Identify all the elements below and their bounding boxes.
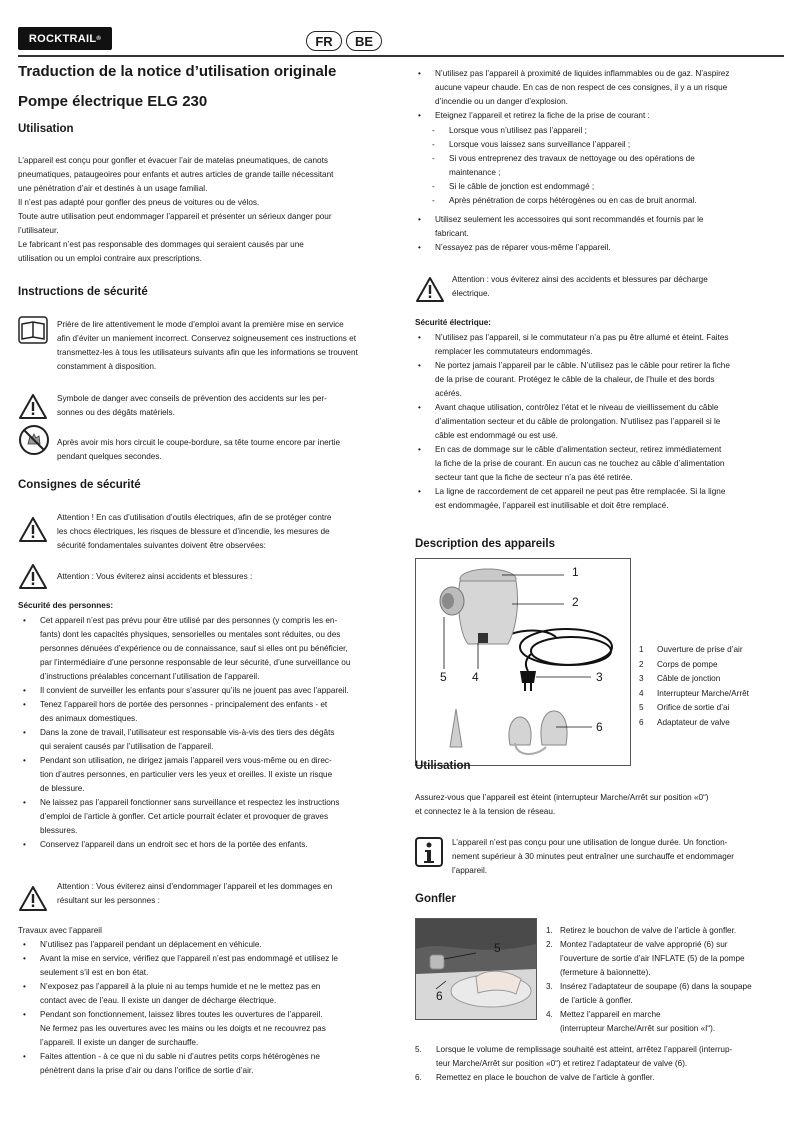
part-number: 4 [639,688,644,698]
work-item [23,980,395,1008]
part-label: Interrupteur Marche/Arrêt [657,688,749,698]
bullet-marker: • [23,616,26,625]
work-list [23,938,395,1078]
step-line: Mettez l’appareil en marche [560,1010,661,1019]
heading-safety-instructions: Instructions de sécurité [18,286,148,298]
bullet-marker: • [418,445,421,454]
usage-text [18,154,398,266]
line-text: d’alimentation secteur et du câble de prolongation. N’utilisez pas l’appareil si le [435,417,721,426]
attention-line: sécurité fondamentales suivantes doivent être observées: [57,541,266,550]
step-line: Remettez en place le bouchon de valve de l’article à gonfler. [436,1073,655,1082]
header-rule [18,55,784,57]
attention-line: électrique. [452,289,490,298]
persons-item [23,614,395,684]
step-item [415,1071,790,1085]
bullet-marker: • [23,840,26,849]
bullet-marker: • [23,1010,26,1019]
line-text: la fiche de la prise de courant. En aucun cas ne touchez au câble d’alimentation [435,459,725,468]
attention-text-4 [452,273,782,301]
usage-line: Toute autre utilisation peut endommager l’appareil et présenter un sérieux danger pour [18,212,332,221]
persons-item [23,684,395,698]
line-text: N’utilisez pas l’appareil pendant un déplacement en véhicule. [40,940,262,949]
warning-icon [18,563,48,590]
line-text: Utilisez seulement les accessoires qui sont recommandés et fournis par le [435,215,704,224]
part-number: 5 [639,703,644,713]
step-number: 2. [546,940,553,949]
step-item [546,924,791,938]
usage2-line: Assurez-vous que l’appareil est éteint (interrupteur Marche/Arrêt sur position «0“) [415,793,709,802]
line-text: qui seraient causés par l’utilisation de l’appareil. [40,742,214,751]
line-text: Tenez l’appareil hors de portée des personnes - principalement des enfants - et [40,700,328,709]
line-text: secteur tant que la fiche de secteur n’a pas été retirée. [435,473,633,482]
usage-line: une pénétration d’air et destinés à un usage familial. [18,184,208,193]
bullet-item [418,67,785,109]
read-manual-line: Prière de lire attentivement le mode d’emploi avant la première mise en service [57,320,344,329]
heading-persons: Sécurité des personnes: [18,601,114,610]
bullet-marker: • [418,333,421,342]
product-title: Pompe électrique ELG 230 [18,93,208,110]
persons-item [23,698,395,726]
line-text: Dans la zone de travail, l’utilisateur est responsable vis-à-vis des tiers des dégâts [40,728,335,737]
line-text: N’essayez pas de réparer vous-même l’appareil. [435,243,611,252]
line-text: est endommagée, l’appareil est inutilisable et doit être remplacé. [435,501,669,510]
line-text: La ligne de raccordement de cet appareil ne peut pas être remplacée. Si la ligne [435,487,726,496]
heading-work: Travaux avec l’appareil [18,926,102,935]
line-text: Avant la mise en service, vérifiez que l’appareil n’est pas endommagé et utilisez le [40,954,338,963]
bullet-marker: • [418,487,421,496]
figure-label-3: 3 [596,670,603,684]
line-text: N’exposez pas l’appareil à la pluie ni au temps humide et ne le mettez pas en [40,982,321,991]
parts-list [639,643,789,731]
line-text: Si le câble de jonction est endommagé ; [449,182,595,191]
warning-icon [18,393,48,420]
part-label: Adaptateur de valve [657,717,730,727]
warning-icon [18,885,48,912]
line-text: Conservez l’appareil dans un endroit sec et hors de la portée des enfants. [40,840,308,849]
bullet-marker: - [432,140,435,149]
steps-list [546,924,791,1036]
line-text: Il convient de surveiller les enfants pour s’assurer qu’ils ne jouent pas avec l’appareil. [40,686,349,695]
bullet-item [418,241,785,255]
work-item [23,952,395,980]
part-number: 1 [639,645,644,654]
attention-line: les chocs électriques, les risques de blessure et d’incendie, les mesures de [57,527,330,536]
line-text: seulement s’il est en bon état. [40,968,149,977]
line-text: d’emploi de l’article à gonfler. Cet article pourrait éclater et provoquer de graves [40,812,329,821]
bullet-marker: - [432,154,435,163]
part-label: Câble de jonction [657,674,721,684]
lang-badge-be: BE [346,31,382,51]
persons-item [23,838,395,852]
step-line: teur Marche/Arrêt sur position «0“) et retirez l’adaptateur de valve (6). [436,1059,688,1068]
bullet-marker: • [23,982,26,991]
line-text: Ne laissez pas l’appareil fonctionner sans surveillance et respectez les instructions [40,798,340,807]
usage2-line: et connectez le à la tension de réseau. [415,807,556,816]
line-text: pénètrent dans la prise d’air ou dans l’orifice de sortie d’air. [40,1066,254,1075]
usage2-text [415,791,785,819]
info-line: L’appareil n’est pas conçu pour une utilisation de longue durée. Un fonction- [452,838,728,847]
bullet-marker: • [23,1052,26,1061]
bullet-marker: • [418,69,421,78]
step-item [415,1043,790,1071]
attention-line: résultant sur les personnes : [57,896,160,905]
heading-inflate: Gonfler [415,893,456,905]
line-text: Ne fermez pas les ouvertures avec les mains ou les doigts et ne recouvrez pas [40,1024,326,1033]
line-text: Lorsque vous laissez sans surveillance l’appareil ; [449,140,631,149]
figure-label-5: 5 [440,670,447,684]
attention-text-3 [57,880,387,908]
bullet-marker: • [23,798,26,807]
info-icon [415,837,443,867]
line-text: contact avec de l’eau. Il existe un danger de décharge électrique. [40,996,277,1005]
parts-item [639,643,789,658]
prohibition-icon [18,424,50,456]
line-text: aucune vapeur chaude. En cas de non respect de ces consignes, il y a un risque [435,83,728,92]
work-item [23,938,395,952]
bullet-marker: • [23,940,26,949]
dash-item [432,138,779,152]
read-manual-line: afin d’éviter un maniement incorrect. Conservez soigneusement ces instructions et [57,334,356,343]
bullet-marker: - [432,126,435,135]
persons-list [23,614,395,852]
part-label: Orifice de sortie d’ai [657,703,730,713]
info-line: nement supérieur à 30 minutes peut entraîner une surchauffe et endommager [452,852,735,861]
line-text: Faites attention - à ce que ni du sable ni d’autres petits corps hétérogènes ne [40,1052,320,1061]
figure-label-2: 2 [572,595,579,609]
step-line: Retirez le bouchon de valve de l’article à gonfler. [560,926,737,935]
heading-description: Description des appareils [415,538,555,550]
electrical-list [418,331,785,513]
line-text: Si vous entreprenez des travaux de nettoyage ou des opérations de [449,154,695,163]
more-bullets [418,213,785,255]
bullet-item [418,213,785,241]
steps-wide-list [415,1043,790,1085]
usage-line: Il n’est pas adapté pour gonfler des pneus de voitures ou de vélos. [18,198,260,207]
heading-usage: Utilisation [18,123,74,135]
attention-text-1 [57,511,387,553]
step-line: (fermeture à baïonnette). [560,968,651,977]
heading-electrical: Sécurité électrique: [415,318,491,327]
line-text: l’appareil. Il existe un danger de surchauffe. [40,1038,199,1047]
bullet-marker: • [23,728,26,737]
line-text: des animaux domestiques. [40,714,138,723]
bullet-marker: • [418,111,421,120]
work-item [23,1008,395,1050]
bullet-marker: • [23,700,26,709]
figure-label-4: 4 [472,670,479,684]
line-text: par l’intermédiaire d’une personne responsable de leur sécurité, d’une surveillance ou [40,658,351,667]
step-number: 5. [415,1045,422,1054]
read-manual-line: transmettez-les à tous les utilisateurs suivants afin que les informations se trouvent [57,348,358,357]
parts-item [639,701,789,716]
parts-item [639,672,789,687]
usage-line: L’appareil est conçu pour gonfler et évacuer l’air de matelas pneumatiques, de canots [18,156,328,165]
bullet-marker: • [23,756,26,765]
heading-consignes: Consignes de sécurité [18,479,141,491]
line-text: de la prise de courant. Protégez le câble de la chaleur, de l’huile et des bords [435,375,715,384]
persons-item [23,796,395,838]
line-text: Ne portez jamais l’appareil par le câble. N’utilisez pas le câble pour retirer la fiche [435,361,730,370]
danger-symbol-line: sonnes ou des dégâts matériels. [57,408,175,417]
info-line: l’appareil. [452,866,488,875]
pump-figure [415,558,631,766]
step-number: 4. [546,1010,553,1019]
line-text: de blessure. [40,784,85,793]
parts-item [639,687,789,702]
electrical-item [418,485,785,513]
bullet-marker: - [432,196,435,205]
line-text: fants) dont les capacités physiques, sensorielles ou mentales sont réduites, ou des [40,630,341,639]
heading-usage-2: Utilisation [415,760,471,772]
dash-item [432,124,779,138]
line-text: Pendant son utilisation, ne dirigez jamais l’appareil vers vous-même ou en direc- [40,756,332,765]
electrical-item [418,331,785,359]
dash-item [432,194,779,208]
part-label: Corps de pompe [657,659,718,669]
top-bullets [418,67,785,123]
part-number: 2 [639,659,644,669]
line-text: N’utilisez pas l’appareil à proximité de liquides inflammables ou de gaz. N’aspirez [435,69,730,78]
attention-line: Attention : vous éviterez ainsi des accidents et blessures par décharge [452,275,708,284]
brand-logo: ROCKTRAIL ® [18,27,112,50]
step-number: 1. [546,926,553,935]
figure-label-1: 1 [572,565,579,579]
read-manual-text [57,318,387,374]
step-line: de l’article à gonfler. [560,996,633,1005]
step-item [546,938,791,980]
step-number: 3. [546,982,553,991]
read-manual-icon [18,316,48,344]
persons-item [23,726,395,754]
bullet-marker: • [23,954,26,963]
step-line: Lorsque le volume de remplissage souhaité est atteint, arrêtez l’appareil (interrup- [436,1045,733,1054]
danger-symbol-line: Symbole de danger avec conseils de prévention des accidents sur les per- [57,394,327,403]
bullet-marker: - [432,182,435,191]
line-text: d’incendie ou un danger d’explosion. [435,97,568,106]
usage-line: Le fabricant n’est pas responsable des dommages qui seraient causés par une [18,240,304,249]
usage-line: pneumatiques, pataugeoires pour enfants et autres articles de grande taille nécessitant [18,170,334,179]
parts-item [639,716,789,731]
attention-line: Attention : Vous éviterez ainsi d’endommager l’appareil et les dommages en [57,882,333,891]
electrical-item [418,359,785,401]
line-text: blessures. [40,826,78,835]
step-item [546,1008,791,1036]
step-line: Insérez l’adaptateur de soupape (6) dans la soupape [560,982,752,991]
line-text: Après pénétration de corps hétérogènes ou en cas de bruit anormal. [449,196,697,205]
line-text: En cas de dommage sur le câble d’alimentation secteur, retirez immédiatement [435,445,722,454]
dash-item [432,180,779,194]
electrical-item [418,401,785,443]
head-spins-text [57,436,387,464]
line-text: maintenance ; [449,168,501,177]
line-text: N’utilisez pas l’appareil, si le commutateur n’a pas pu être allumé et éteint. Faites [435,333,729,342]
bullet-marker: • [418,361,421,370]
usage-line: utilisation ou un emploi contraire aux prescriptions. [18,254,202,263]
bullet-item [418,109,785,123]
warning-icon [415,276,445,303]
lang-badge-fr: FR [306,31,342,51]
read-manual-line: constamment à disposition. [57,362,157,371]
line-text: d’instructions préalables concernant l’utilisation de l’appareil. [40,672,260,681]
line-text: Lorsque vous n’utilisez pas l’appareil ; [449,126,587,135]
bullet-marker: • [418,215,421,224]
part-label: Ouverture de prise d’air [657,645,743,654]
figure-label-6: 6 [596,720,603,734]
dash-item [432,152,779,180]
line-text: câble est endommagé ou est usé. [435,431,558,440]
step-number: 6. [415,1073,422,1082]
attention-line: Attention ! En cas d’utilisation d’outils électriques, afin de se protéger contre [57,513,332,522]
attention-text-2: Attention : Vous éviterez ainsi accidents et blessures : [57,572,253,581]
part-number: 6 [639,717,644,727]
bullet-marker: • [23,686,26,695]
line-text: remplacer les commutateurs endommagés. [435,347,593,356]
electrical-item [418,443,785,485]
dash-list [432,124,779,208]
work-item [23,1050,395,1078]
danger-symbol-text [57,392,387,420]
step-item [546,980,791,1008]
line-text: tion d’autres personnes, en particulier vers les yeux et oreilles. Il existe un risque [40,770,333,779]
doc-title: Traduction de la notice d’utilisation originale [18,63,337,80]
step-line: l’ouverture de sortie d’air INFLATE (5) de la pompe [560,954,745,963]
photo-label-5: 5 [494,941,501,955]
parts-item [639,658,789,673]
inflate-photo [415,918,537,1020]
line-text: acérés. [435,389,462,398]
photo-label-6: 6 [436,989,443,1003]
part-number: 3 [639,674,644,684]
warning-icon [18,516,48,543]
line-text: Eteignez l’appareil et retirez la fiche de la prise de courant : [435,111,650,120]
info-text [452,836,787,878]
bullet-marker: • [418,243,421,252]
line-text: fabricant. [435,229,469,238]
line-text: Pendant son fonctionnement, laissez libres toutes les ouvertures de l’appareil. [40,1010,323,1019]
head-spins-line: pendant quelques secondes. [57,452,162,461]
line-text: Avant chaque utilisation, contrôlez l’état et le niveau de vieillissement du câble [435,403,719,412]
persons-item [23,754,395,796]
line-text: personnes dénuées d’expérience ou de connaissance, sauf si elles ont pu bénéficier, [40,644,348,653]
head-spins-line: Après avoir mis hors circuit le coupe-bordure, sa tête tourne encore par inertie [57,438,341,447]
line-text: Cet appareil n’est pas prévu pour être utilisé par des personnes (y compris les en- [40,616,338,625]
step-line: Montez l’adaptateur de valve approprié (6) sur [560,940,728,949]
usage-line: l’utilisateur. [18,226,59,235]
bullet-marker: • [418,403,421,412]
step-line: (interrupteur Marche/Arrêt sur position «I“). [560,1024,716,1033]
